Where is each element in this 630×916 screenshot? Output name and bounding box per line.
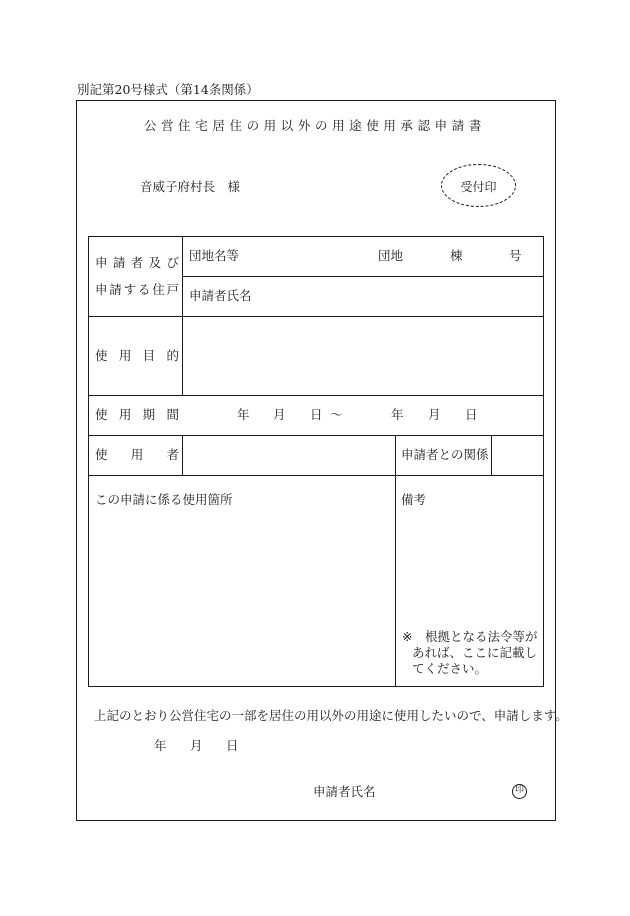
table-divider-relation (395, 435, 396, 687)
form-number-label: 別記第20号様式（第14条関係） (77, 82, 259, 97)
complex-label: 団地 (378, 248, 404, 263)
table-border-right (543, 236, 544, 687)
relation-label: 申請者との関係 (401, 447, 489, 462)
period-label: 使 用 期 間 (95, 407, 179, 422)
period-tilde: ～ (330, 407, 343, 422)
table-border-top (88, 236, 544, 237)
table-border-bottom (88, 686, 544, 687)
table-border-left (88, 236, 89, 687)
complex-name-label: 団地名等 (189, 248, 240, 263)
remarks-note-line1: 根拠となる法令等が (425, 629, 538, 644)
period-end-year: 年 (391, 407, 404, 422)
table-line-period (88, 435, 544, 436)
purpose-label: 使 用 目 的 (95, 348, 179, 363)
table-line-user (88, 475, 544, 476)
applicant-label-line1: 申 請 者 及 び (95, 255, 179, 270)
remarks-note-line3: てください。 (412, 661, 488, 676)
form-title: 公営住宅居住の用以外の用途使用承認申請書 (143, 118, 486, 133)
remarks-note-mark: ※ (402, 629, 413, 644)
signature-label: 申請者氏名 (313, 784, 376, 799)
location-label: この申請に係る使用箇所 (95, 492, 233, 507)
period-start-day: 日 (310, 407, 323, 422)
period-end-day: 日 (465, 407, 478, 422)
table-line-applicant (88, 316, 544, 317)
remarks-note-line2: あれば、ここに記載し (412, 645, 538, 660)
date-year: 年 (154, 738, 167, 753)
table-line-purpose (88, 395, 544, 396)
date-month: 月 (190, 738, 203, 753)
seal-mark: 印 (514, 785, 524, 795)
building-label: 棟 (450, 248, 463, 263)
unit-label: 号 (509, 248, 522, 263)
user-label: 使 用 者 (95, 447, 179, 462)
remarks-label: 備考 (401, 492, 427, 507)
applicant-label-line2: 申 請 す る 住 戸 (95, 282, 179, 297)
table-label-divider-user (182, 435, 183, 475)
table-label-divider-top (182, 236, 183, 396)
addressee: 音威子府村長 様 (140, 179, 241, 194)
period-start-year: 年 (237, 407, 250, 422)
period-start-month: 月 (273, 407, 286, 422)
applicant-name-label: 申請者氏名 (189, 288, 252, 303)
date-day: 日 (226, 738, 239, 753)
period-end-month: 月 (428, 407, 441, 422)
table-divider-relation-value (491, 435, 492, 475)
application-statement: 上記のとおり公営住宅の一部を居住の用以外の用途に使用したいので、申請します。 (94, 708, 568, 723)
reception-stamp-label: 受付印 (460, 180, 497, 194)
table-line-complex (182, 276, 544, 277)
